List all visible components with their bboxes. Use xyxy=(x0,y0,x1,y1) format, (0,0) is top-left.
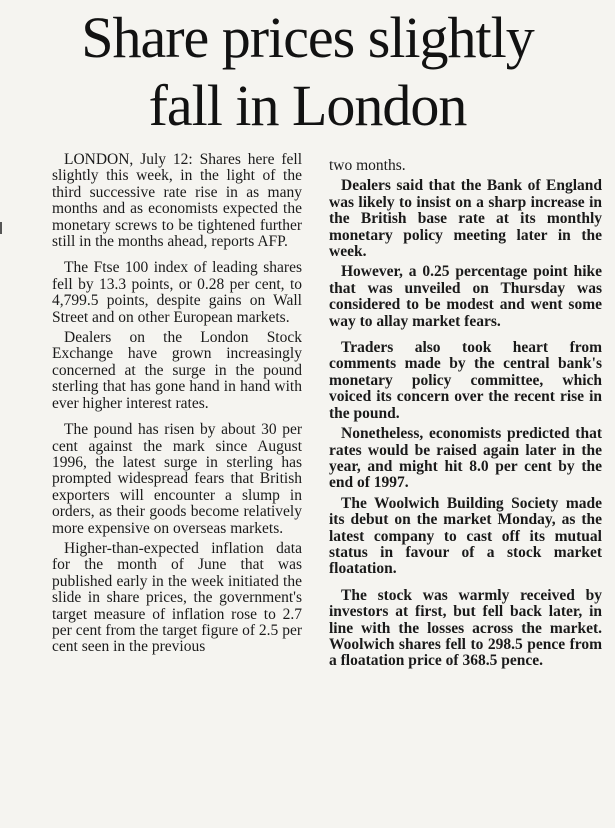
headline xyxy=(0,4,615,140)
paragraph: Higher-than-expected inflation data for the month of June that was published early in the week initiated the slide in share prices, the government's target measure of inflation rose to 2.7 per cent from the target figure of 2.5 per cent seen in the previous xyxy=(52,539,302,656)
paragraph: two months. xyxy=(329,157,406,174)
paragraph: Nonetheless, economists predicted that rates would be raised again later in the year, and might hit 8.0 per cent by the end of 1997. xyxy=(329,425,602,492)
column-divider xyxy=(316,152,317,802)
paragraph: The pound has risen by about 30 per cent against the mark since August 1996, the latest surge in sterling has prompted widespread fears that British exporters will encounter a slump in orders, as their goods become relatively more expensive on overseas markets. xyxy=(52,421,302,537)
paragraph: LONDON, July 12: Shares here fell slightly this week, in the light of the third successive rate rise in as many months and as economists expected the monetary screws to be tightened further still in the months ahead, reports AFP. xyxy=(52,151,302,251)
paragraph: The Woolwich Building Society made its debut on the market Monday, as the latest company to cast off its mutual status in favour of a stock market floatation. xyxy=(329,494,602,578)
article-column-right xyxy=(329,158,602,674)
article-column-left xyxy=(52,152,302,660)
paragraph: Dealers on the London Stock Exchange have grown increasingly concerned at the surge in the pound sterling that has gone hand in hand with ever higher interest rates. xyxy=(52,329,302,412)
paragraph: Traders also took heart from comments made by the central bank's monetary policy committee, which voiced its concern over the recent rise in the pound. xyxy=(329,339,602,422)
paragraph: The stock was warmly received by investors at first, but fell back later, in line with the losses across the market. Woolwich shares fell to 298.5 pence from a floatation price of 368.5 pence. xyxy=(329,586,602,670)
edge-mark xyxy=(0,222,2,234)
headline-line-2: fall in London xyxy=(148,73,467,138)
paragraph: However, a 0.25 percentage point hike that was unveiled on Thursday was considered to be modest and went some way to allay market fears. xyxy=(329,263,602,330)
headline-line-1: Share prices slightly xyxy=(81,5,534,70)
paragraph: The Ftse 100 index of leading shares fell by 13.3 points, or 0.28 per cent, to 4,799.5 points, despite gains on Wall Street and on other European markets. xyxy=(52,259,302,326)
paragraph: Dealers said that the Bank of England was likely to insist on a sharp increase in the British base rate at its monthly monetary policy meeting later in the week. xyxy=(329,177,602,261)
